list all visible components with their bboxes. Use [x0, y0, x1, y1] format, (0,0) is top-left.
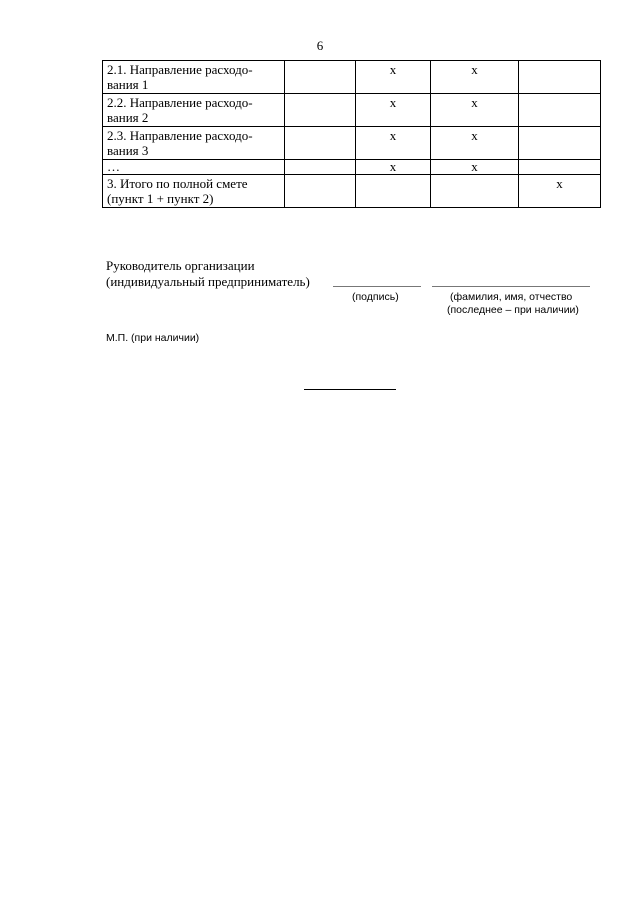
end-rule: [304, 389, 396, 390]
table-cell: [519, 160, 601, 175]
table-cell: [519, 94, 601, 127]
table-cell: x: [431, 94, 519, 127]
table-row: [103, 160, 601, 175]
table-cell: [356, 175, 431, 208]
table-cell: x: [519, 175, 601, 208]
row-label: 3. Итого по полной смете (пункт 1 + пункт 2): [103, 175, 285, 208]
signatory-title-line2: (индивидуальный предприниматель): [106, 274, 310, 289]
table-row: [103, 127, 601, 160]
table-cell: x: [431, 61, 519, 94]
table-cell: x: [431, 160, 519, 175]
stamp-label: М.П. (при наличии): [106, 332, 200, 344]
name-line: [432, 286, 590, 287]
signatory-title-line1: Руководитель организации: [106, 258, 255, 273]
table-cell: [431, 175, 519, 208]
table-cell: [285, 175, 356, 208]
table-cell: x: [431, 127, 519, 160]
table-cell: x: [356, 127, 431, 160]
table-row: [103, 94, 601, 127]
row-label: 2.2. Направление расходо- вания 2: [103, 94, 285, 127]
table-row: [103, 61, 601, 94]
table-cell: x: [356, 94, 431, 127]
row-label: 2.1. Направление расходо- вания 1: [103, 61, 285, 94]
row-label: 2.3. Направление расходо- вания 3: [103, 127, 285, 160]
table-cell: x: [356, 61, 431, 94]
table-cell: [519, 127, 601, 160]
name-caption-line2: (последнее – при наличии): [447, 304, 579, 316]
signature-caption: (подпись): [352, 291, 399, 303]
table-row: [103, 175, 601, 208]
table-cell: [519, 61, 601, 94]
table-cell: [285, 160, 356, 175]
budget-table: [102, 60, 601, 208]
table-cell: x: [356, 160, 431, 175]
table-cell: [285, 94, 356, 127]
signature-line: [333, 286, 421, 287]
table-cell: [285, 61, 356, 94]
table-cell: [285, 127, 356, 160]
row-label: …: [103, 160, 285, 175]
name-caption-line1: (фамилия, имя, отчество: [450, 291, 573, 303]
page-number: 6: [316, 38, 324, 53]
